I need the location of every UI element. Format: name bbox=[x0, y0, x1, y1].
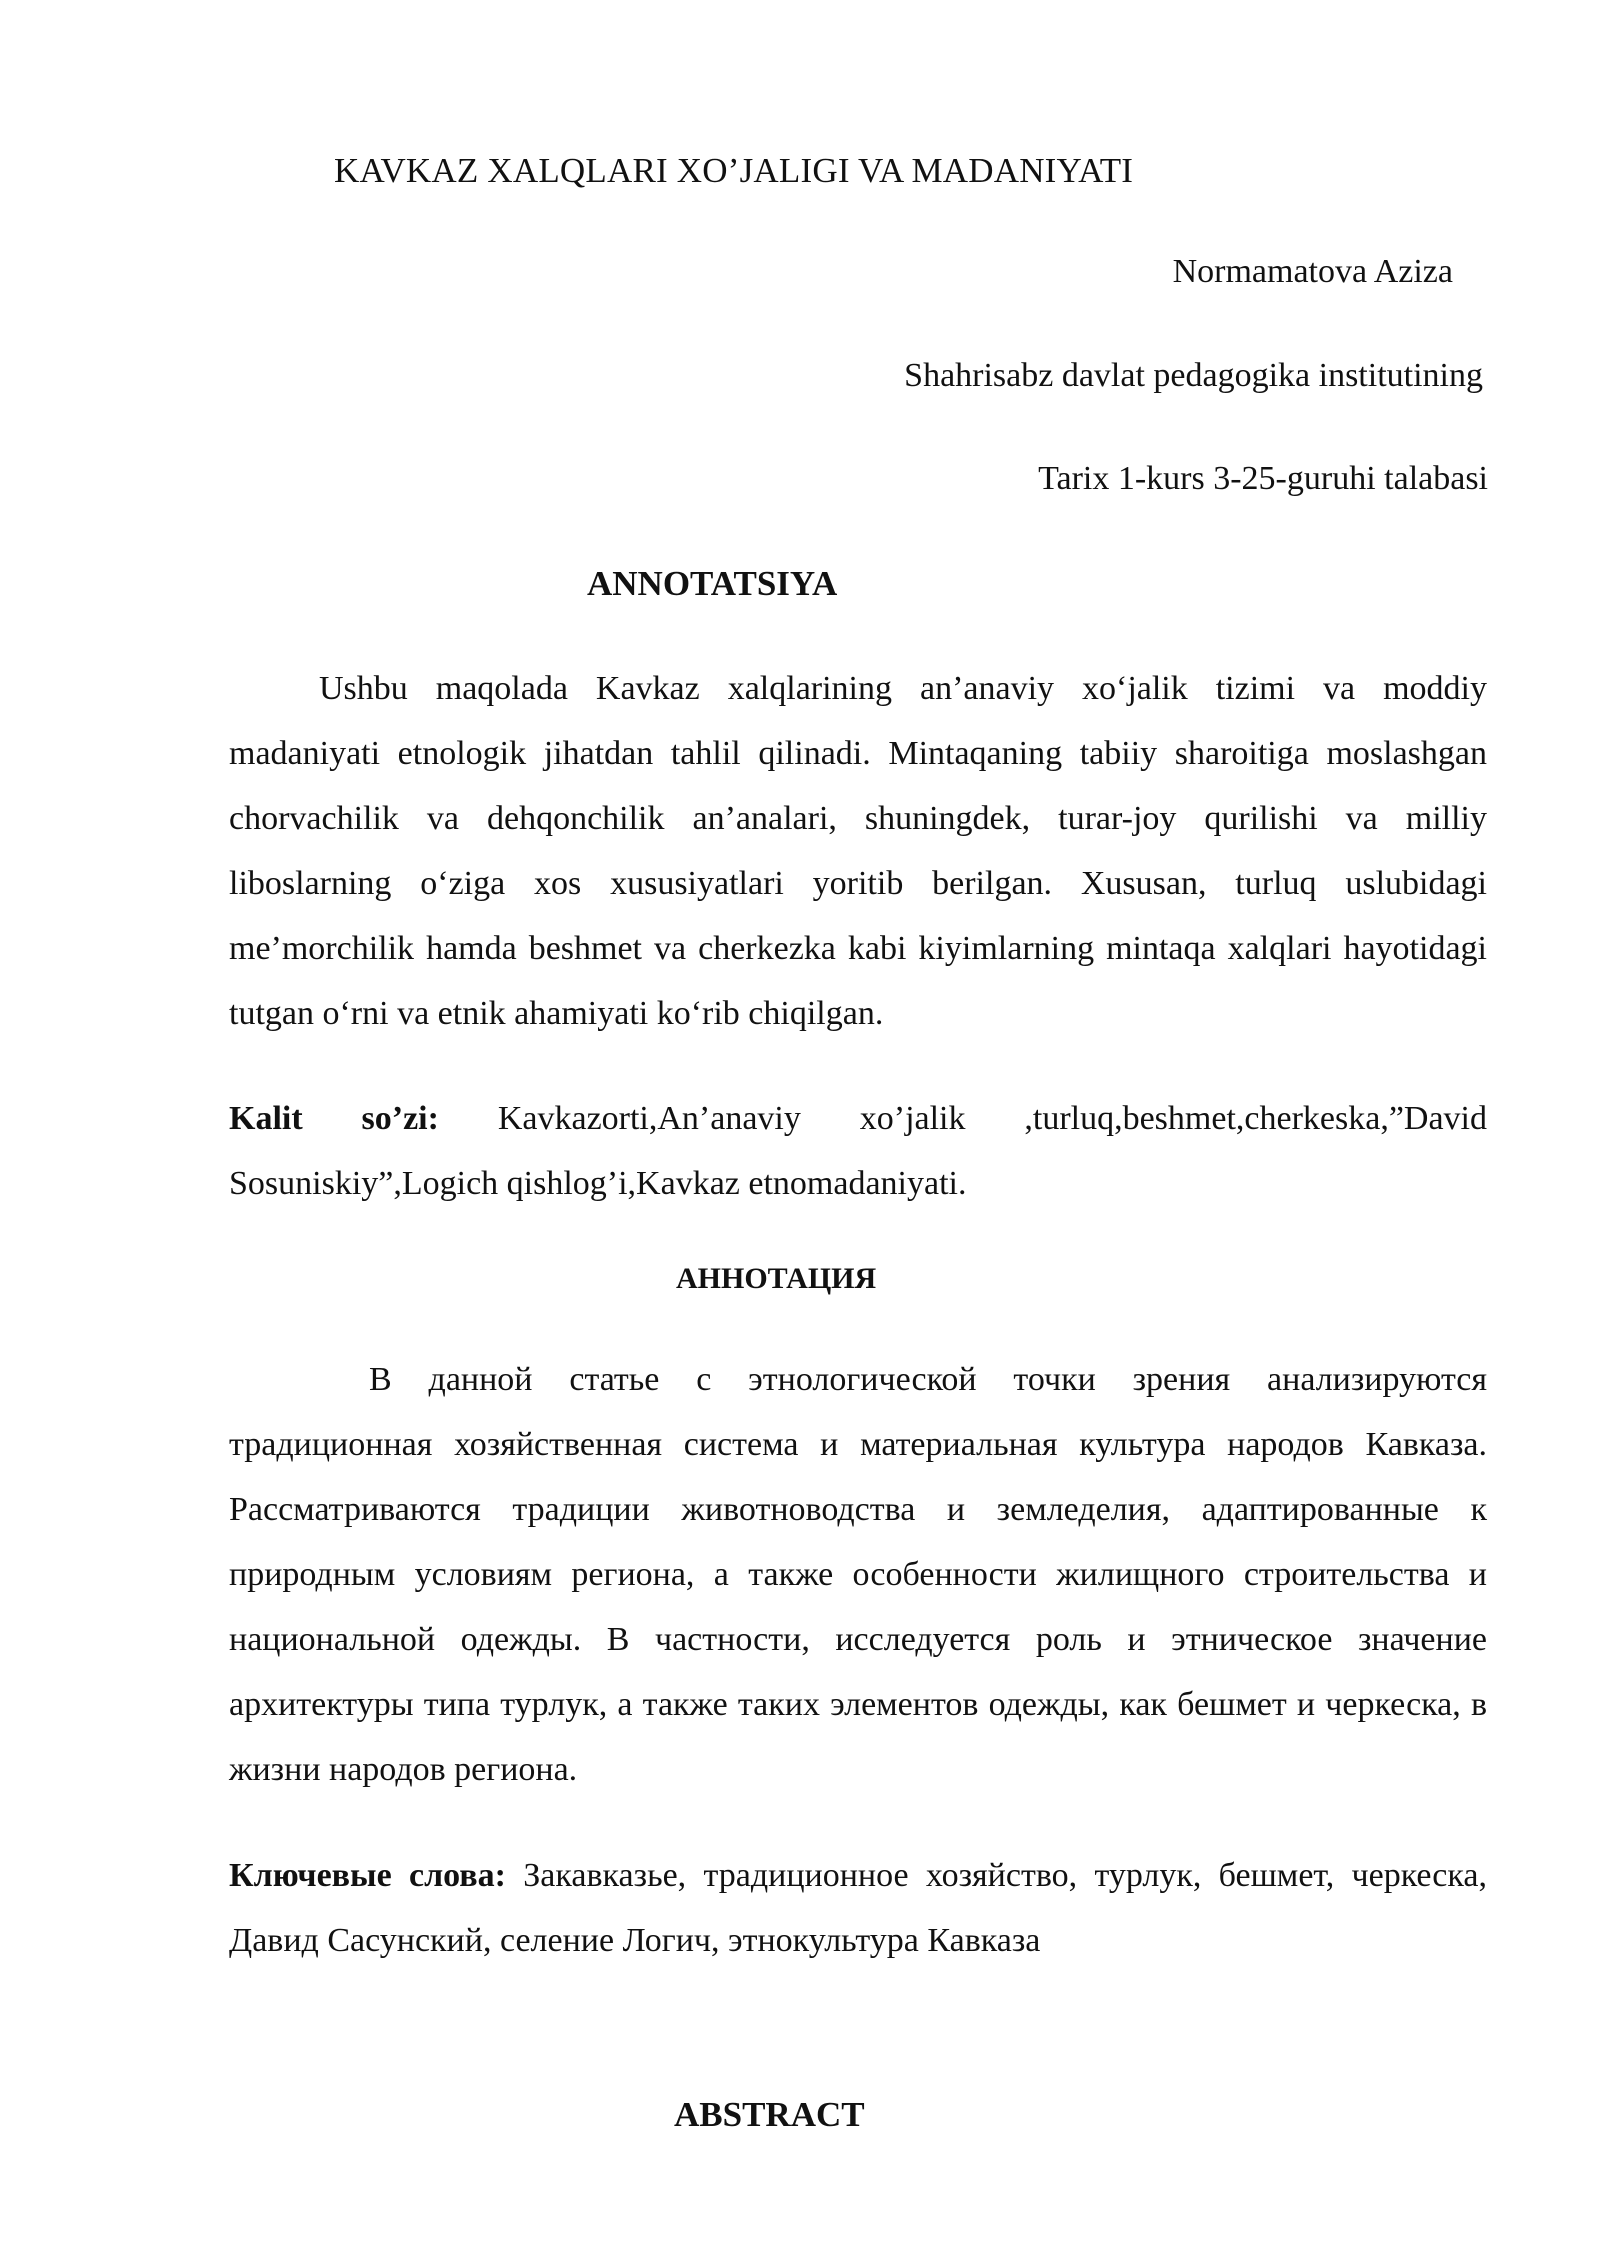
annotation-ru-heading: АННОТАЦИЯ bbox=[676, 1262, 877, 1295]
paper-title: KAVKAZ XALQLARI XO’JALIGI VA MADANIYATI bbox=[334, 151, 1134, 190]
author-name: Normamatova Aziza bbox=[1172, 253, 1453, 290]
keywords-uz-text: Kavkazorti,An’anaviy xo’jalik ,turluq,beshmet,cherkeska,”David Sosuniskiy”,Logich qishlog’i,Kavkaz etnomadaniyati. bbox=[229, 1100, 1487, 1202]
abstract-heading: ABSTRACT bbox=[674, 2095, 865, 2134]
annotation-uz-heading: ANNOTATSIYA bbox=[587, 564, 838, 603]
author-institution: Shahrisabz davlat pedagogika institutining bbox=[904, 357, 1483, 394]
keywords-ru-label: Ключевые слова: bbox=[229, 1857, 506, 1894]
annotation-ru-text: В данной статье с этнологической точки зрения анализируются традиционная хозяйственная система и материальная культура народов Кавказа. Рассматриваются традиции животноводства и земледелия, адаптированные к природным условиям региона, а также особенности жилищного строительства и национальной одежды. В частности, исследуется роль и этническое значение архитектуры типа турлук, а также таких элементов одежды, как бешмет и черкеска, в жизни народов региона. bbox=[229, 1361, 1487, 1788]
keywords-ru bbox=[229, 1843, 1487, 1973]
keywords-uz-label: Kalit so’zi: bbox=[229, 1100, 439, 1137]
annotation-uz-text: Ushbu maqolada Kavkaz xalqlarining an’anaviy xo‘jalik tizimi va moddiy madaniyati etnologik jihatdan tahlil qilinadi. Mintaqaning tabiiy sharoitiga moslashgan chorvachilik va dehqonchilik an’analari, shuningdek, turar-joy qurilishi va milliy liboslarning o‘ziga xos xususiyatlari yoritib berilgan. Xususan, turluq uslubidagi me’morchilik hamda beshmet va cherkezka kabi kiyimlarning mintaqa xalqlari hayotidagi tutgan o‘rni va etnik ahamiyati ko‘rib chiqilgan. bbox=[229, 670, 1487, 1032]
keywords-ru-text: Закавказье, традиционное хозяйство, турлук, бешмет, черкеска, Давид Сасунский, селение Логич, этнокультура Кавказа bbox=[229, 1857, 1487, 1959]
keywords-uz bbox=[229, 1086, 1487, 1216]
author-group: Tarix 1-kurs 3-25-guruhi talabasi bbox=[1038, 460, 1488, 497]
